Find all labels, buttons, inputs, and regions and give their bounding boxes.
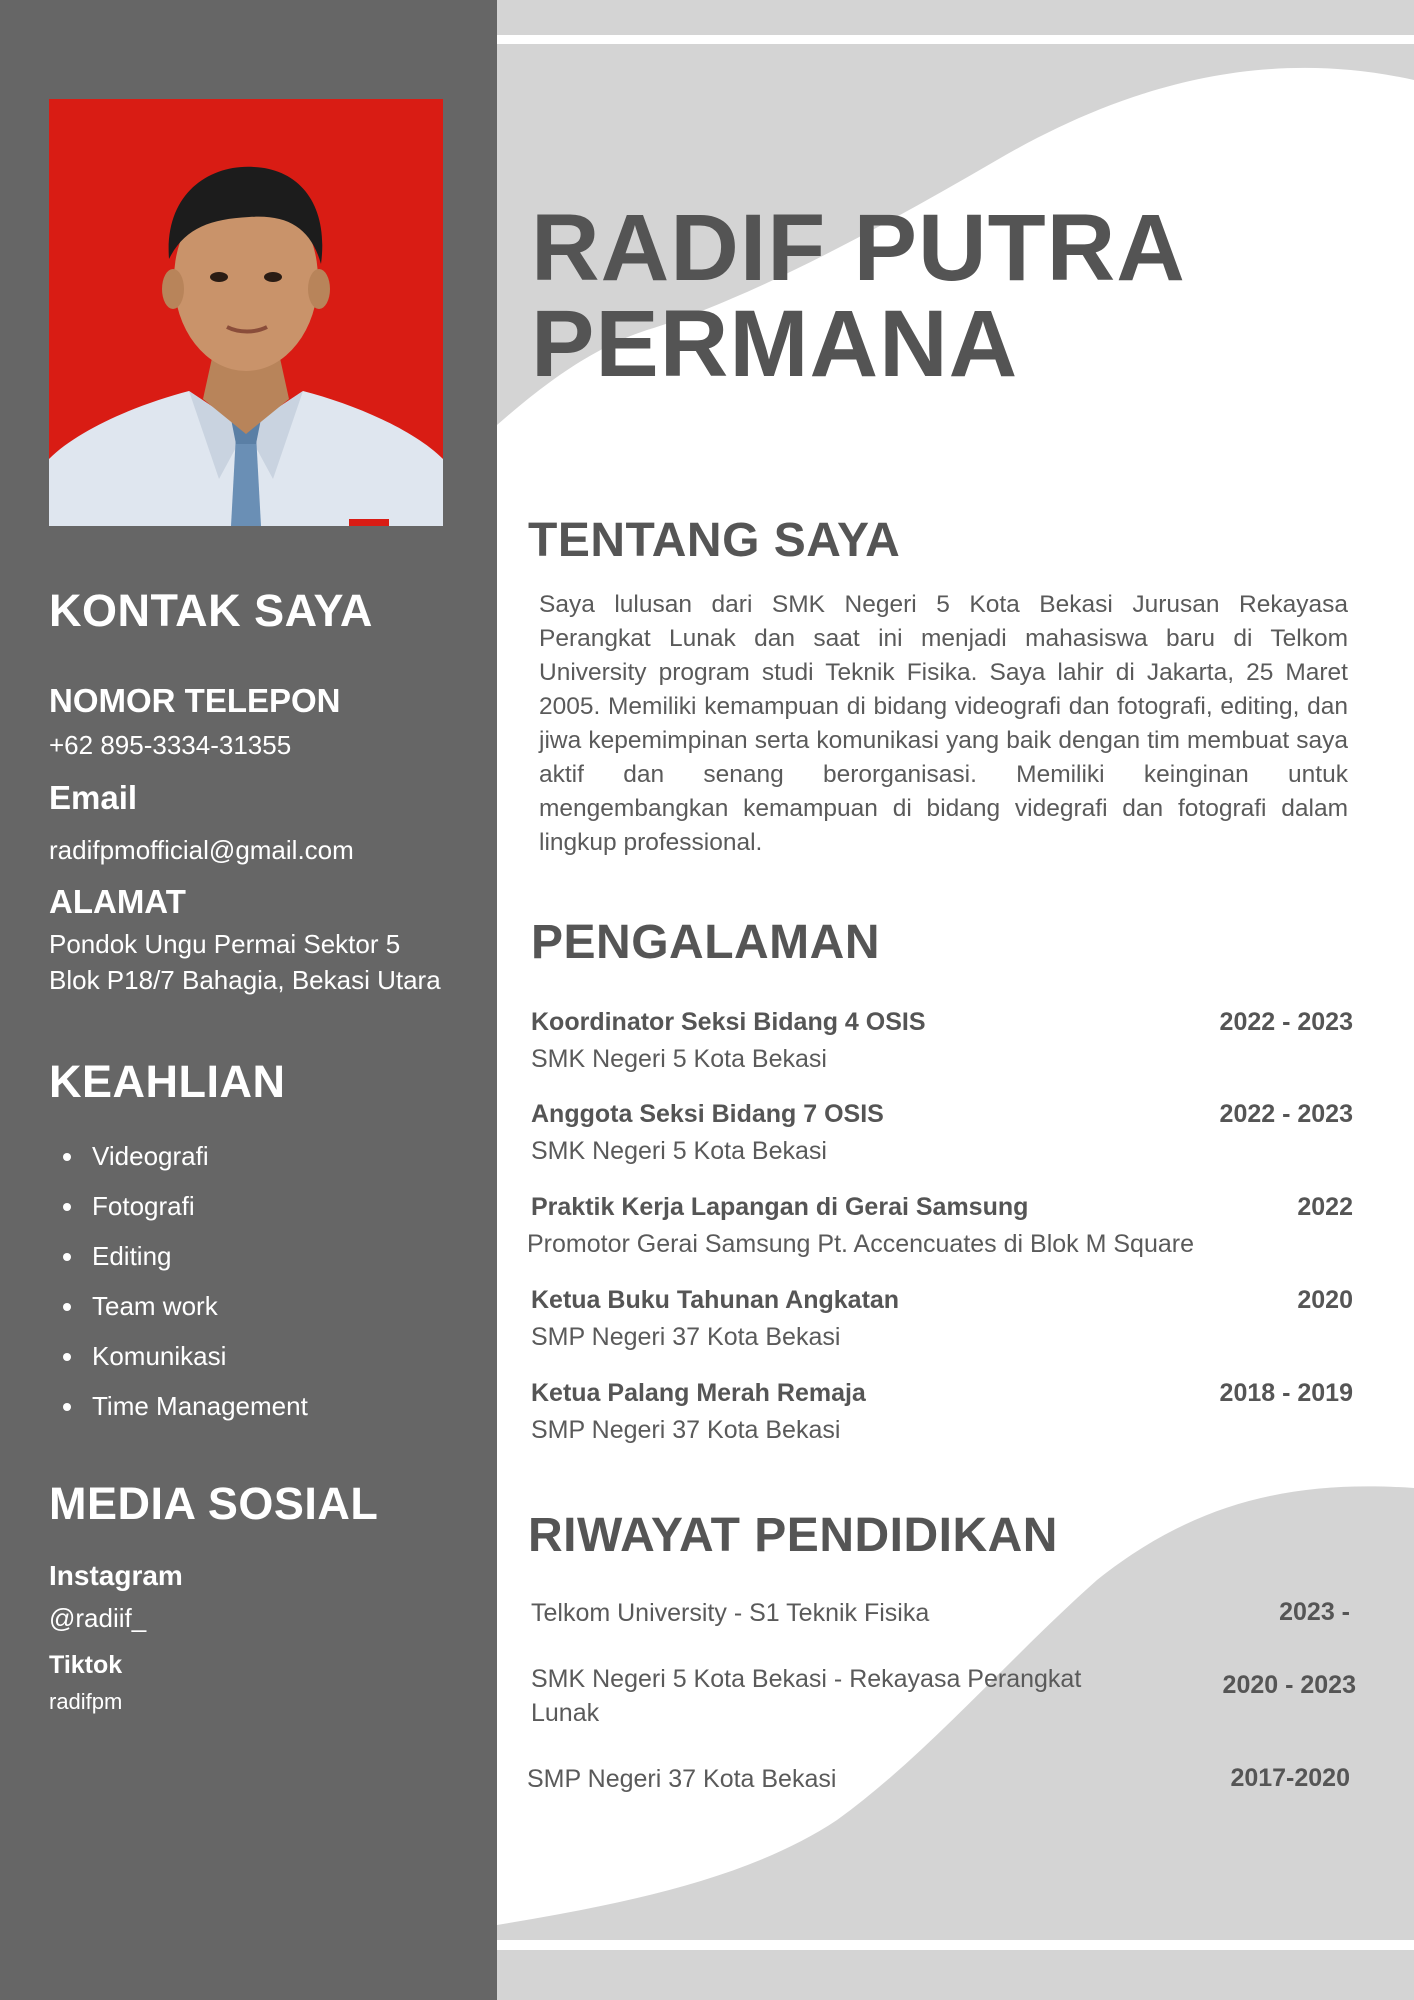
education-heading: RIWAYAT PENDIDIKAN: [528, 1509, 1058, 1562]
education-years: 2023 -: [1279, 1598, 1350, 1626]
full-name: [531, 195, 1186, 397]
phone-value: +62 895-3334-31355: [49, 730, 292, 760]
experience-years: 2020: [1297, 1286, 1353, 1314]
tiktok-label: Tiktok: [49, 1651, 123, 1679]
experience-organization: Promotor Gerai Samsung Pt. Accencuates di Blok M Square: [527, 1230, 1194, 1258]
experience-organization: SMK Negeri 5 Kota Bekasi: [531, 1137, 827, 1165]
skill-item: Editing: [49, 1235, 308, 1285]
sidebar: [0, 0, 497, 2000]
address-line-1: Pondok Ungu Permai Sektor 5: [49, 929, 401, 959]
tiktok-handle: radifpm: [49, 1689, 123, 1714]
experience-years: 2022: [1297, 1193, 1353, 1221]
experience-years: 2022 - 2023: [1219, 1100, 1353, 1128]
experience-organization: SMK Negeri 5 Kota Bekasi: [531, 1045, 827, 1073]
person-photo-illustration: [49, 99, 443, 526]
experience-title: Praktik Kerja Lapangan di Gerai Samsung: [531, 1193, 1029, 1221]
skills-heading: KEAHLIAN: [49, 1056, 286, 1107]
education-name: SMK Negeri 5 Kota Bekasi - Rekayasa Perangkat Lunak: [531, 1665, 1082, 1727]
skill-item: Team work: [49, 1285, 308, 1335]
address-line-2: Blok P18/7 Bahagia, Bekasi Utara: [49, 965, 441, 995]
experience-years: 2022 - 2023: [1219, 1008, 1353, 1036]
skill-item: Fotografi: [49, 1185, 308, 1235]
skill-item: Time Management: [49, 1385, 308, 1435]
name-line-2: PERMANA: [531, 291, 1019, 397]
education-name: Telkom University - S1 Teknik Fisika: [531, 1599, 930, 1627]
skill-item: Videografi: [49, 1135, 308, 1185]
address-label: ALAMAT: [49, 883, 186, 920]
contact-heading: KONTAK SAYA: [49, 585, 373, 636]
email-label: Email: [49, 779, 138, 816]
experience-heading: PENGALAMAN: [531, 916, 880, 969]
about-heading: TENTANG SAYA: [528, 514, 901, 567]
experience-organization: SMP Negeri 37 Kota Bekasi: [531, 1416, 841, 1444]
experience-title: Ketua Palang Merah Remaja: [531, 1379, 866, 1407]
profile-photo: [49, 99, 443, 526]
experience-title: Ketua Buku Tahunan Angkatan: [531, 1286, 900, 1314]
instagram-label: Instagram: [49, 1560, 183, 1591]
name-line-1: RADIF PUTRA: [531, 195, 1186, 301]
education-years: 2020 - 2023: [1222, 1671, 1356, 1699]
instagram-handle: @radiif_: [49, 1603, 147, 1633]
skill-item: Komunikasi: [49, 1335, 308, 1385]
experience-years: 2018 - 2019: [1219, 1379, 1353, 1407]
email-value: radifpmofficial@gmail.com: [49, 835, 354, 865]
experience-title: Koordinator Seksi Bidang 4 OSIS: [531, 1008, 926, 1036]
phone-label: NOMOR TELEPON: [49, 682, 341, 719]
social-heading: MEDIA SOSIAL: [49, 1478, 379, 1529]
about-text: Saya lulusan dari SMK Negeri 5 Kota Bekasi Jurusan Rekayasa Perangkat Lunak dan saat ini menjadi mahasiswa baru di Telkom University program studi Teknik Fisika. Saya lahir di Jakarta, 25 Maret 2005. Memiliki kemampuan di bidang videografi dan fotografi, editing, dan jiwa kepemimpinan serta komunikasi yang baik dengan tim membuat saya aktif dan senang berorganisasi. Memiliki keinginan untuk mengembangkan kemampuan di bidang videgrafi dan fotografi dalam lingkup professional.: [539, 591, 1348, 856]
education-name: SMP Negeri 37 Kota Bekasi: [527, 1765, 837, 1793]
skills-list: [49, 1135, 308, 1435]
experience-organization: SMP Negeri 37 Kota Bekasi: [531, 1323, 841, 1351]
education-years: 2017-2020: [1230, 1764, 1350, 1792]
experience-title: Anggota Seksi Bidang 7 OSIS: [531, 1100, 884, 1128]
